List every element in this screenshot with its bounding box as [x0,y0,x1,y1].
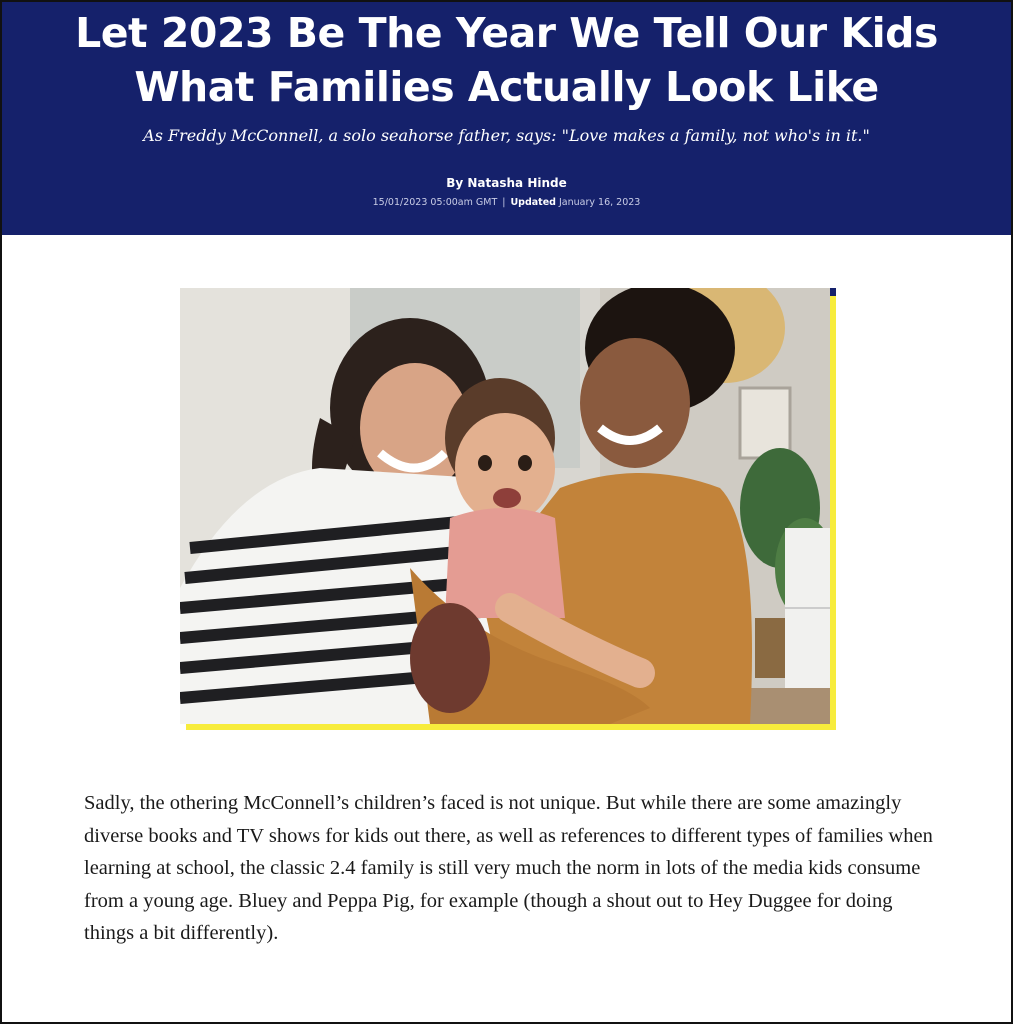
headline-line-2: What Families Actually Look Like [134,63,879,111]
family-photo [180,288,830,724]
article-headline [2,2,1011,114]
article-subtitle: As Freddy McConnell, a solo seahorse father, says: "Love makes a family, not who's in it." [143,126,870,145]
headline-line-1: Let 2023 Be The Year We Tell Our Kids [75,9,938,57]
date-separator: | [502,197,506,208]
article-byline[interactable]: By Natasha Hinde [446,176,567,190]
family-photo-illustration [180,288,830,724]
article-dates [2,197,1011,208]
published-date: 15/01/2023 05:00am GMT [372,197,498,208]
updated-date: January 16, 2023 [559,197,641,208]
article-body-paragraph: Sadly, the othering McConnell’s children’s faced is not unique. But while there are some amazingly diverse books and TV shows for kids out there, as well as references to different types of families when learning at school, the classic 2.4 family is still very much the norm in lots of the media kids consume from a young age. Bluey and Peppa Pig, for example (though a shout out to Hey Duggee for doing things a bit differently). [84,792,933,944]
updated-label: Updated [510,197,556,208]
article-header [2,2,1011,235]
